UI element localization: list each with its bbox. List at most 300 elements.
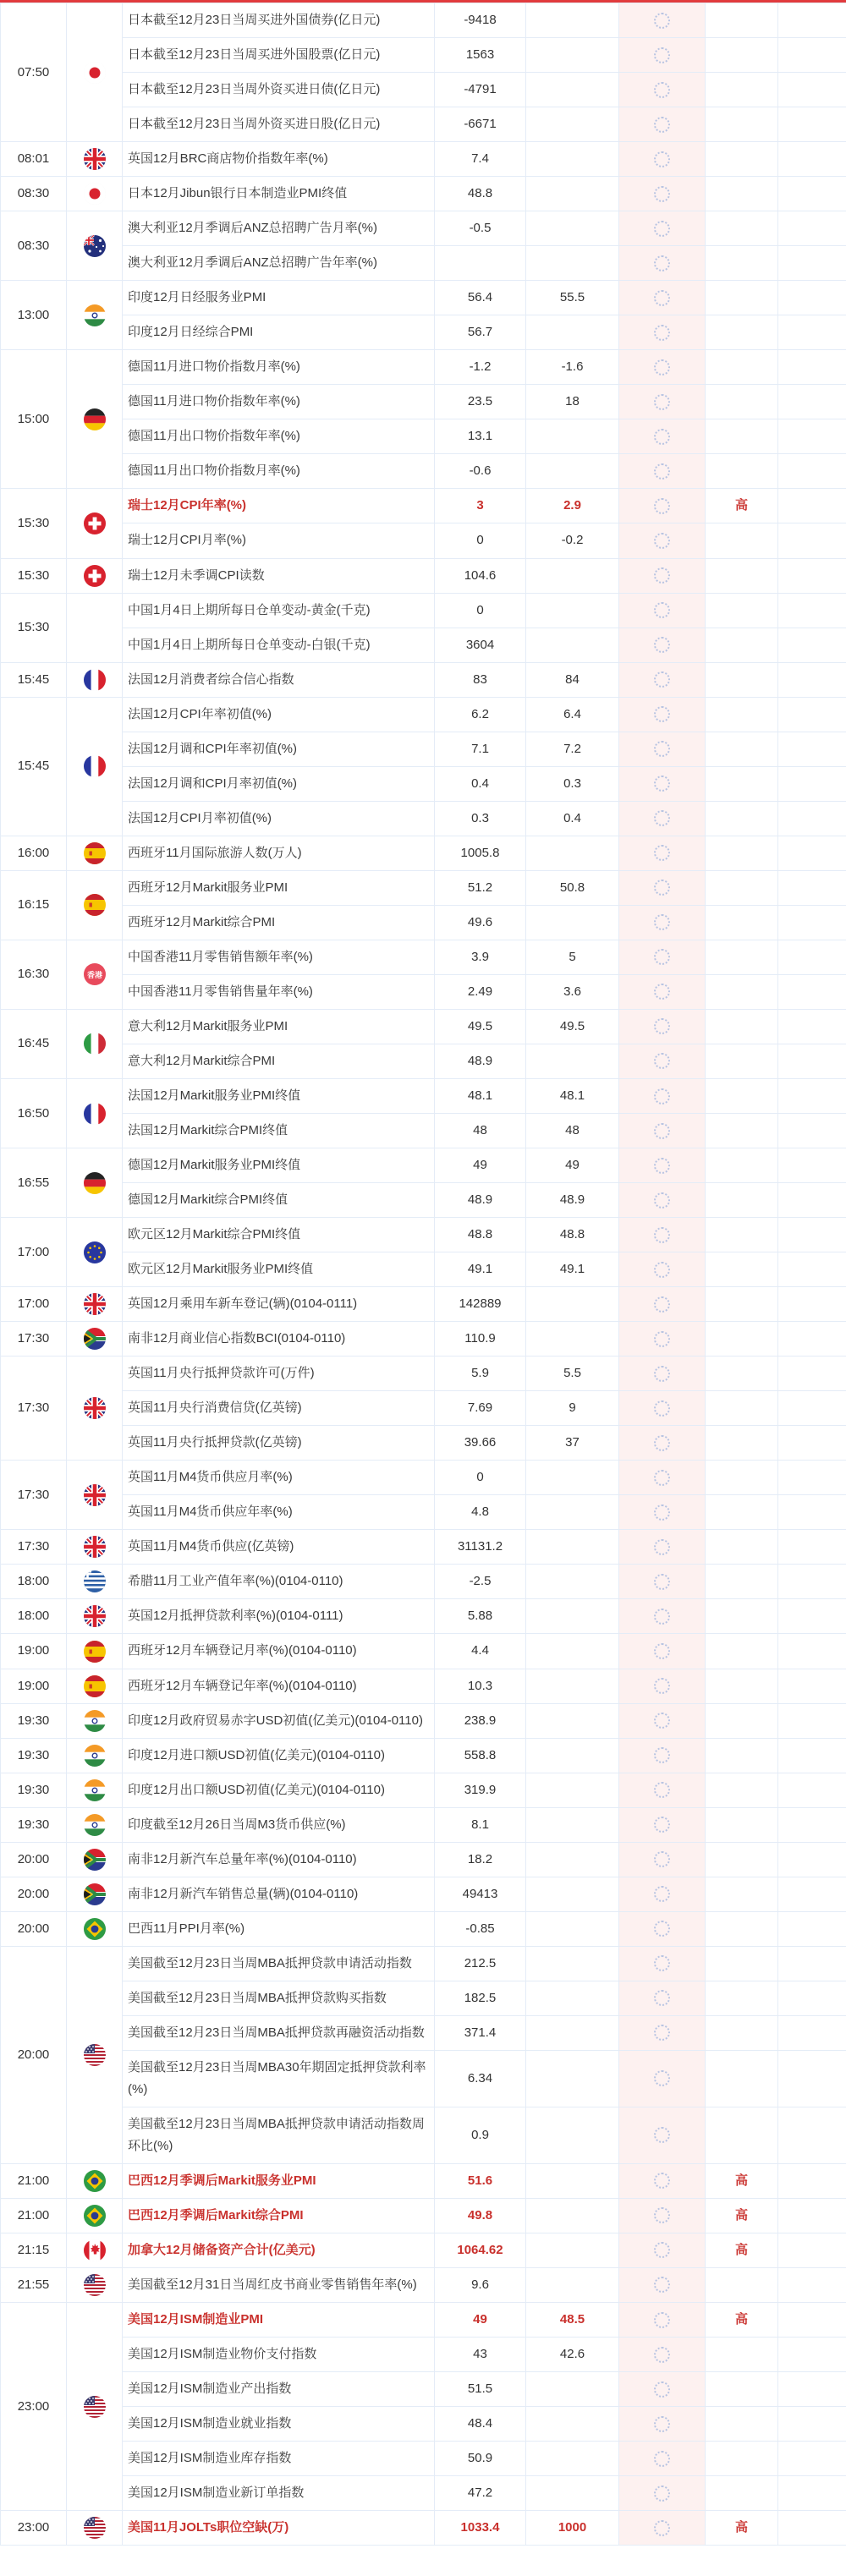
- table-row: [1, 2407, 846, 2442]
- comment-cell: [778, 1357, 846, 1391]
- loading-cell: [619, 836, 706, 870]
- time-cell: 18:00: [1, 1565, 67, 1599]
- forecast-value: [526, 1322, 619, 1357]
- importance-high-badge: 高: [734, 498, 748, 513]
- comment-cell: [778, 1738, 846, 1773]
- loading-cell: [619, 73, 706, 107]
- importance-badge: [706, 1218, 778, 1252]
- actual-value: 48.8: [435, 1218, 526, 1252]
- event-name: 西班牙12月Markit综合PMI: [123, 905, 435, 940]
- event-name: 中国香港11月零售销售额年率(%): [123, 940, 435, 974]
- loading-cell: [619, 211, 706, 246]
- forecast-value: 48: [526, 1114, 619, 1148]
- comment-cell: [778, 2372, 846, 2407]
- comment-cell: [778, 1044, 846, 1078]
- forecast-value: [526, 2107, 619, 2163]
- table-row: [1, 836, 846, 870]
- time-cell: 17:00: [1, 1218, 67, 1287]
- importance-badge: [706, 1009, 778, 1044]
- event-name: 英国12月BRC商店物价指数年率(%): [123, 142, 435, 177]
- event-name: 美国12月ISM制造业就业指数: [123, 2407, 435, 2442]
- time-cell: 18:00: [1, 1599, 67, 1634]
- forecast-value: [526, 2233, 619, 2267]
- loading-spinner-icon: [654, 325, 670, 341]
- loading-spinner-icon: [654, 2277, 670, 2293]
- table-row: [1, 1009, 846, 1044]
- loading-cell: [619, 801, 706, 836]
- actual-value: 558.8: [435, 1738, 526, 1773]
- importance-badge: [706, 628, 778, 662]
- event-name: 巴西11月PPI月率(%): [123, 1911, 435, 1946]
- time-cell: 21:00: [1, 2198, 67, 2233]
- table-row: [1, 1773, 846, 1807]
- time-cell: 17:00: [1, 1287, 67, 1322]
- actual-value: -4791: [435, 73, 526, 107]
- flag-cell: [67, 3, 123, 142]
- actual-value: 13.1: [435, 419, 526, 454]
- table-row: [1, 1391, 846, 1426]
- actual-value: 9.6: [435, 2267, 526, 2302]
- loading-spinner-icon: [654, 2312, 670, 2328]
- loading-cell: [619, 1981, 706, 2015]
- flag-cell: [67, 1565, 123, 1599]
- actual-value: 56.4: [435, 281, 526, 315]
- comment-cell: [778, 697, 846, 732]
- time-cell: 16:15: [1, 870, 67, 940]
- comment-cell: [778, 1669, 846, 1703]
- comment-cell: [778, 1877, 846, 1911]
- loading-spinner-icon: [654, 1643, 670, 1659]
- event-name: 日本12月Jibun银行日本制造业PMI终值: [123, 177, 435, 211]
- importance-badge: [706, 2163, 778, 2198]
- comment-cell: [778, 2476, 846, 2511]
- spain-flag-icon: [84, 1675, 106, 1697]
- loading-spinner-icon: [654, 1088, 670, 1104]
- forecast-value: 48.8: [526, 1218, 619, 1252]
- table-row: [1, 73, 846, 107]
- importance-high-badge: 高: [734, 2207, 748, 2222]
- time-cell: 08:30: [1, 211, 67, 281]
- table-row: [1, 940, 846, 974]
- loading-cell: [619, 1148, 706, 1183]
- importance-badge: [706, 662, 778, 697]
- loading-cell: [619, 697, 706, 732]
- event-name: 英国11月M4货币供应月率(%): [123, 1461, 435, 1495]
- forecast-value: [526, 142, 619, 177]
- table-row: [1, 2372, 846, 2407]
- flag-cell: [67, 1807, 123, 1842]
- actual-value: 48.4: [435, 2407, 526, 2442]
- flag-cell: [67, 558, 123, 593]
- loading-cell: [619, 1669, 706, 1703]
- loading-cell: [619, 1807, 706, 1842]
- time-cell: 21:00: [1, 2163, 67, 2198]
- importance-badge: [706, 732, 778, 766]
- importance-badge: [706, 1287, 778, 1322]
- loading-cell: [619, 2015, 706, 2050]
- event-name: 美国截至12月23日当周MBA抵押贷款申请活动指数周环比(%): [123, 2107, 435, 2163]
- time-cell: 23:00: [1, 2511, 67, 2546]
- importance-badge: [706, 1044, 778, 1078]
- actual-value: 3604: [435, 628, 526, 662]
- table-row: [1, 454, 846, 489]
- table-row: [1, 1634, 846, 1669]
- event-name: 英国11月央行消费信贷(亿英镑): [123, 1391, 435, 1426]
- forecast-value: [526, 1911, 619, 1946]
- comment-cell: [778, 2233, 846, 2267]
- event-name: 美国12月ISM制造业新订单指数: [123, 2476, 435, 2511]
- event-name: 印度截至12月26日当周M3货币供应(%): [123, 1807, 435, 1842]
- actual-value: 48: [435, 1114, 526, 1148]
- table-row: [1, 2233, 846, 2267]
- event-name: 美国12月ISM制造业产出指数: [123, 2372, 435, 2407]
- comment-cell: [778, 2198, 846, 2233]
- comment-cell: [778, 2050, 846, 2107]
- time-cell: 15:30: [1, 593, 67, 662]
- comment-cell: [778, 281, 846, 315]
- comment-cell: [778, 1218, 846, 1252]
- comment-cell: [778, 2338, 846, 2372]
- actual-value: 3: [435, 489, 526, 523]
- importance-badge: [706, 2372, 778, 2407]
- flag-cell: [67, 662, 123, 697]
- actual-value: 182.5: [435, 1981, 526, 2015]
- table-row: [1, 1807, 846, 1842]
- event-name: 英国12月乘用车新车登记(辆)(0104-0111): [123, 1287, 435, 1322]
- brazil-flag-icon: [84, 2170, 106, 2192]
- loading-spinner-icon: [654, 1227, 670, 1243]
- forecast-value: [526, 2267, 619, 2302]
- table-row: [1, 766, 846, 801]
- actual-value: -9418: [435, 3, 526, 38]
- loading-spinner-icon: [654, 429, 670, 445]
- importance-badge: [706, 1530, 778, 1565]
- loading-spinner-icon: [654, 1400, 670, 1417]
- forecast-value: [526, 1599, 619, 1634]
- event-name: 德国11月进口物价指数年率(%): [123, 385, 435, 419]
- loading-cell: [619, 1911, 706, 1946]
- comment-cell: [778, 1252, 846, 1287]
- forecast-value: 50.8: [526, 870, 619, 905]
- flag-cell: [67, 1703, 123, 1738]
- importance-badge: [706, 1114, 778, 1148]
- table-row: [1, 1357, 846, 1391]
- loading-cell: [619, 558, 706, 593]
- forecast-value: [526, 1703, 619, 1738]
- loading-spinner-icon: [654, 776, 670, 792]
- table-row: [1, 2267, 846, 2302]
- importance-badge: [706, 1426, 778, 1461]
- loading-spinner-icon: [654, 1921, 670, 1937]
- table-row: [1, 177, 846, 211]
- comment-cell: [778, 905, 846, 940]
- loading-cell: [619, 2198, 706, 2233]
- comment-cell: [778, 870, 846, 905]
- comment-cell: [778, 836, 846, 870]
- importance-badge: [706, 1565, 778, 1599]
- importance-badge: [706, 350, 778, 385]
- actual-value: 0: [435, 523, 526, 558]
- importance-badge: [706, 523, 778, 558]
- forecast-value: [526, 177, 619, 211]
- forecast-value: -0.2: [526, 523, 619, 558]
- loading-spinner-icon: [654, 1782, 670, 1798]
- forecast-value: [526, 1530, 619, 1565]
- loading-cell: [619, 662, 706, 697]
- forecast-value: [526, 1877, 619, 1911]
- event-name: 法国12月CPI年率初值(%): [123, 697, 435, 732]
- time-cell: 19:30: [1, 1703, 67, 1738]
- loading-spinner-icon: [654, 151, 670, 167]
- loading-cell: [619, 1322, 706, 1357]
- table-row: [1, 38, 846, 73]
- table-row: [1, 1703, 846, 1738]
- event-name: 日本截至12月23日当周外资买进日股(亿日元): [123, 107, 435, 142]
- loading-spinner-icon: [654, 1539, 670, 1555]
- australia-flag-icon: [84, 235, 106, 257]
- table-row: [1, 697, 846, 732]
- actual-value: 83: [435, 662, 526, 697]
- loading-spinner-icon: [654, 394, 670, 410]
- loading-spinner-icon: [654, 2070, 670, 2086]
- loading-cell: [619, 1634, 706, 1669]
- loading-spinner-icon: [654, 2486, 670, 2502]
- comment-cell: [778, 177, 846, 211]
- calendar-table-body: [1, 3, 846, 2546]
- importance-badge: [706, 558, 778, 593]
- forecast-value: 55.5: [526, 281, 619, 315]
- comment-cell: [778, 73, 846, 107]
- forecast-value: 1000: [526, 2511, 619, 2546]
- importance-high-badge: 高: [734, 2311, 748, 2327]
- time-cell: 19:00: [1, 1669, 67, 1703]
- loading-spinner-icon: [654, 255, 670, 271]
- event-name: 澳大利亚12月季调后ANZ总招聘广告年率(%): [123, 246, 435, 281]
- comment-cell: [778, 385, 846, 419]
- actual-value: -0.6: [435, 454, 526, 489]
- flag-cell: [67, 1009, 123, 1078]
- event-name: 西班牙11月国际旅游人数(万人): [123, 836, 435, 870]
- forecast-value: [526, 1461, 619, 1495]
- loading-spinner-icon: [654, 1574, 670, 1590]
- importance-high-badge: 高: [734, 2173, 748, 2188]
- actual-value: 7.4: [435, 142, 526, 177]
- table-row: [1, 315, 846, 350]
- loading-spinner-icon: [654, 1817, 670, 1833]
- flag-cell: [67, 1773, 123, 1807]
- loading-cell: [619, 628, 706, 662]
- loading-cell: [619, 1877, 706, 1911]
- table-row: [1, 1842, 846, 1877]
- forecast-value: [526, 2015, 619, 2050]
- event-name: 美国截至12月23日当周MBA30年期固定抵押贷款利率(%): [123, 2050, 435, 2107]
- flag-cell: [67, 1669, 123, 1703]
- loading-cell: [619, 1114, 706, 1148]
- actual-value: 48.1: [435, 1078, 526, 1113]
- loading-spinner-icon: [654, 1851, 670, 1867]
- comment-cell: [778, 1287, 846, 1322]
- importance-badge: [706, 73, 778, 107]
- usa-flag-icon: [84, 2396, 106, 2418]
- actual-value: 23.5: [435, 385, 526, 419]
- forecast-value: [526, 1773, 619, 1807]
- actual-value: 49.1: [435, 1252, 526, 1287]
- loading-spinner-icon: [654, 2451, 670, 2467]
- actual-value: 104.6: [435, 558, 526, 593]
- loading-spinner-icon: [654, 1018, 670, 1034]
- comment-cell: [778, 211, 846, 246]
- importance-high-badge: 高: [734, 2520, 748, 2535]
- time-cell: 17:30: [1, 1357, 67, 1461]
- loading-cell: [619, 1495, 706, 1530]
- time-cell: 19:00: [1, 1634, 67, 1669]
- time-cell: 23:00: [1, 2302, 67, 2510]
- forecast-value: [526, 628, 619, 662]
- loading-spinner-icon: [654, 2347, 670, 2363]
- event-name: 意大利12月Markit综合PMI: [123, 1044, 435, 1078]
- actual-value: 6.2: [435, 697, 526, 732]
- india-flag-icon: [84, 1779, 106, 1801]
- loading-cell: [619, 1391, 706, 1426]
- actual-value: 8.1: [435, 1807, 526, 1842]
- event-name: 美国12月ISM制造业PMI: [123, 2302, 435, 2337]
- brazil-flag-icon: [84, 2205, 106, 2227]
- comment-cell: [778, 593, 846, 628]
- switzerland-flag-icon: [84, 565, 106, 587]
- greece-flag-icon: [84, 1570, 106, 1592]
- comment-cell: [778, 1565, 846, 1599]
- flag-cell: [67, 1357, 123, 1461]
- japan-flag-icon: [84, 183, 106, 205]
- forecast-value: [526, 246, 619, 281]
- loading-spinner-icon: [654, 1192, 670, 1209]
- loading-spinner-icon: [654, 706, 670, 722]
- loading-cell: [619, 2163, 706, 2198]
- uk-flag-icon: [84, 1605, 106, 1627]
- loading-spinner-icon: [654, 1262, 670, 1278]
- event-name: 美国截至12月23日当周MBA抵押贷款再融资活动指数: [123, 2015, 435, 2050]
- actual-value: 50.9: [435, 2442, 526, 2476]
- comment-cell: [778, 315, 846, 350]
- table-row: [1, 3, 846, 38]
- actual-value: 56.7: [435, 315, 526, 350]
- importance-badge: [706, 246, 778, 281]
- loading-cell: [619, 1044, 706, 1078]
- comment-cell: [778, 974, 846, 1009]
- event-name: 法国12月Markit综合PMI终值: [123, 1114, 435, 1148]
- japan-flag-icon: [84, 62, 106, 84]
- actual-value: 39.66: [435, 1426, 526, 1461]
- actual-value: 31131.2: [435, 1530, 526, 1565]
- event-name: 印度12月日经服务业PMI: [123, 281, 435, 315]
- actual-value: 49: [435, 2302, 526, 2337]
- loading-spinner-icon: [654, 82, 670, 98]
- actual-value: 51.5: [435, 2372, 526, 2407]
- table-row: [1, 1148, 846, 1183]
- comment-cell: [778, 1009, 846, 1044]
- loading-cell: [619, 1078, 706, 1113]
- table-row: [1, 1426, 846, 1461]
- loading-cell: [619, 2511, 706, 2546]
- time-cell: 20:00: [1, 1946, 67, 2163]
- loading-cell: [619, 1287, 706, 1322]
- event-name: 瑞士12月CPI年率(%): [123, 489, 435, 523]
- event-name: 美国截至12月23日当周MBA抵押贷款申请活动指数: [123, 1946, 435, 1981]
- loading-cell: [619, 974, 706, 1009]
- comment-cell: [778, 558, 846, 593]
- event-name: 法国12月调和CPI月率初值(%): [123, 766, 435, 801]
- spain-flag-icon: [84, 1641, 106, 1663]
- table-row: [1, 1218, 846, 1252]
- forecast-value: 5: [526, 940, 619, 974]
- importance-badge: [706, 1738, 778, 1773]
- forecast-value: 18: [526, 385, 619, 419]
- loading-cell: [619, 2050, 706, 2107]
- flag-cell: [67, 1634, 123, 1669]
- comment-cell: [778, 1807, 846, 1842]
- comment-cell: [778, 801, 846, 836]
- importance-badge: [706, 974, 778, 1009]
- table-row: [1, 107, 846, 142]
- germany-flag-icon: [84, 408, 106, 430]
- importance-badge: [706, 1391, 778, 1426]
- loading-cell: [619, 246, 706, 281]
- importance-badge: [706, 905, 778, 940]
- loading-cell: [619, 1946, 706, 1981]
- flag-cell: [67, 142, 123, 177]
- loading-spinner-icon: [654, 1990, 670, 2006]
- comment-cell: [778, 1461, 846, 1495]
- loading-spinner-icon: [654, 2173, 670, 2189]
- comment-cell: [778, 1322, 846, 1357]
- forecast-value: 48.9: [526, 1183, 619, 1218]
- actual-value: 10.3: [435, 1669, 526, 1703]
- loading-cell: [619, 2233, 706, 2267]
- time-cell: 16:00: [1, 836, 67, 870]
- loading-cell: [619, 2338, 706, 2372]
- actual-value: 0.4: [435, 766, 526, 801]
- importance-badge: [706, 2476, 778, 2511]
- forecast-value: 48.1: [526, 1078, 619, 1113]
- table-row: [1, 1911, 846, 1946]
- actual-value: 18.2: [435, 1842, 526, 1877]
- time-cell: 19:30: [1, 1807, 67, 1842]
- forecast-value: [526, 905, 619, 940]
- importance-badge: [706, 870, 778, 905]
- event-name: 法国12月调和CPI年率初值(%): [123, 732, 435, 766]
- table-row: [1, 2015, 846, 2050]
- loading-cell: [619, 2407, 706, 2442]
- event-name: 法国12月CPI月率初值(%): [123, 801, 435, 836]
- importance-badge: [706, 1877, 778, 1911]
- actual-value: 5.88: [435, 1599, 526, 1634]
- importance-badge: [706, 3, 778, 38]
- loading-spinner-icon: [654, 533, 670, 549]
- actual-value: -1.2: [435, 350, 526, 385]
- loading-cell: [619, 38, 706, 73]
- loading-spinner-icon: [654, 186, 670, 202]
- loading-spinner-icon: [654, 741, 670, 757]
- event-name: 英国11月M4货币供应(亿英镑): [123, 1530, 435, 1565]
- flag-cell: [67, 1322, 123, 1357]
- forecast-value: 48.5: [526, 2302, 619, 2337]
- loading-cell: [619, 281, 706, 315]
- importance-badge: [706, 454, 778, 489]
- loading-spinner-icon: [654, 2025, 670, 2041]
- france-flag-icon: [84, 669, 106, 691]
- loading-spinner-icon: [654, 1747, 670, 1763]
- forecast-value: [526, 1738, 619, 1773]
